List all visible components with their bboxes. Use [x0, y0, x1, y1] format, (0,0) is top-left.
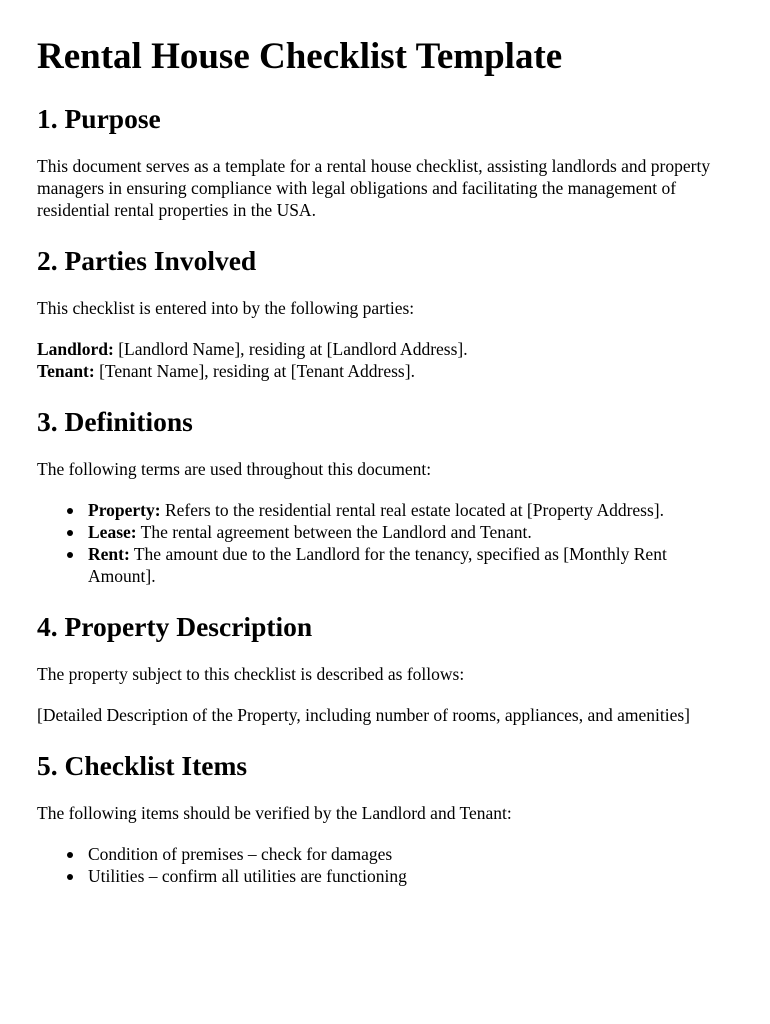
section-intro: The following items should be verified by the Landlord and Tenant: [37, 803, 512, 823]
landlord-label: Landlord: [37, 339, 114, 359]
section-intro: The property subject to this checklist is described as follows: [37, 664, 465, 684]
property-description-placeholder: [Detailed Description of the Property, including number of rooms, appliances, and amenities] [37, 705, 690, 725]
section-heading: 4. Property Description [37, 611, 313, 642]
section-paragraph: This document serves as a template for a rental house checklist, assisting landlords and property managers in ensuring compliance with legal obligations and facilitating the management of residential rental properties in the USA. [37, 156, 711, 220]
list-item [88, 521, 733, 543]
section-intro: The following terms are used throughout this document: [37, 459, 432, 479]
document-title: Rental House Checklist Template [37, 36, 563, 77]
section-heading: 3. Definitions [37, 406, 193, 437]
definition-text: The rental agreement between the Landlord and Tenant. [136, 522, 532, 542]
section-definitions [37, 406, 733, 587]
list-item: Condition of premises – check for damages [88, 843, 733, 865]
list-item [88, 499, 733, 521]
tenant-text: [Tenant Name], residing at [Tenant Address]. [94, 361, 415, 381]
section-heading: 1. Purpose [37, 103, 161, 134]
section-checklist-items [37, 750, 733, 887]
landlord-text: [Landlord Name], residing at [Landlord Address]. [113, 339, 468, 359]
parties-block [37, 338, 733, 382]
section-heading: 2. Parties Involved [37, 245, 257, 276]
definition-text: Refers to the residential rental real estate located at [Property Address]. [160, 500, 664, 520]
list-item: Utilities – confirm all utilities are functioning [88, 865, 733, 887]
definition-term: Property: [88, 500, 161, 520]
definition-term: Rent: [88, 544, 130, 564]
checklist-list [37, 843, 733, 887]
definition-term: Lease: [88, 522, 137, 542]
section-property-description [37, 611, 733, 726]
section-heading: 5. Checklist Items [37, 750, 248, 781]
section-intro: This checklist is entered into by the following parties: [37, 298, 415, 318]
section-purpose [37, 103, 733, 221]
definition-text: The amount due to the Landlord for the tenancy, specified as [Monthly Rent Amount]. [88, 544, 667, 586]
definitions-list [37, 499, 733, 587]
section-parties [37, 245, 733, 382]
list-item [88, 543, 733, 587]
tenant-label: Tenant: [37, 361, 95, 381]
